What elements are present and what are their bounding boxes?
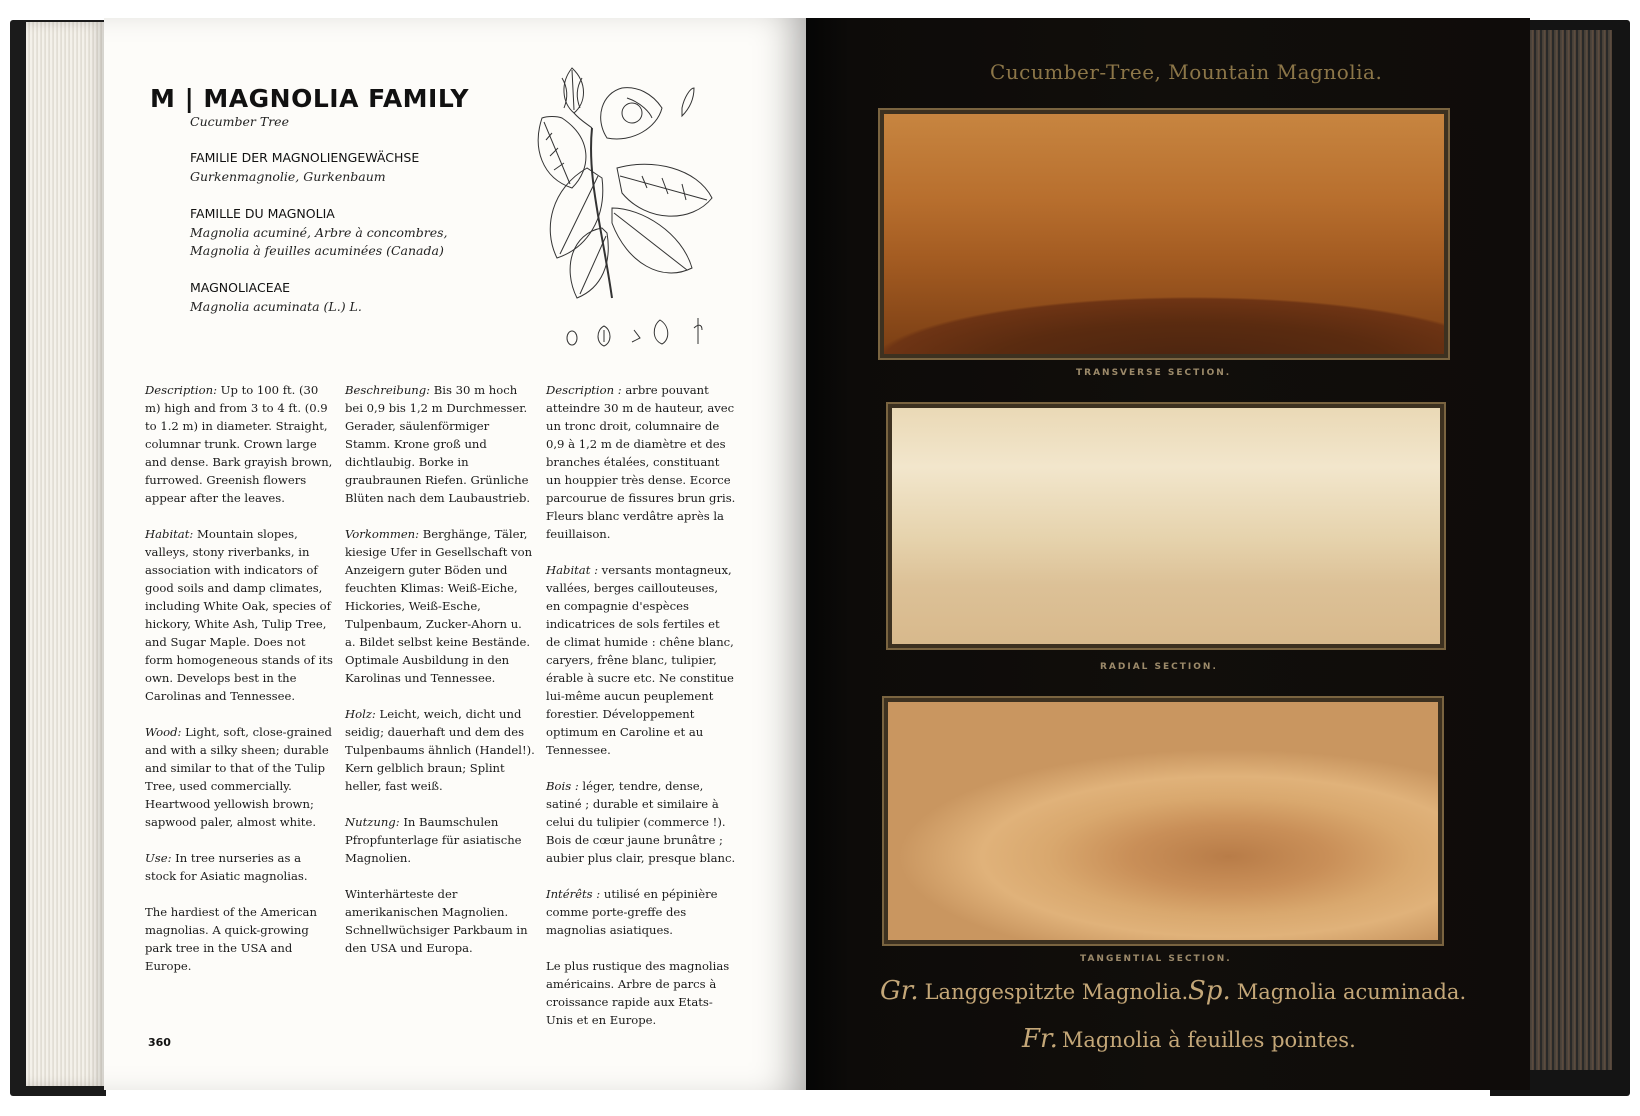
french-paragraph: [546, 381, 736, 543]
paragraph-text: léger, tendre, dense, satiné ; durable et similaire à celui du tulipier (commerce !). Bois de cœur jaune brunâtre ; aubier plus clair, presque blanc.: [546, 779, 736, 865]
paragraph-text: The hardiest of the American magnolias. A quick-growing park tree in the USA and Europe.: [145, 905, 317, 973]
french-common-name-1: Magnolia acuminé, Arbre à concombres,: [190, 225, 448, 240]
german-prefix: Gr.: [880, 976, 919, 1006]
german-paragraph: [345, 705, 535, 795]
radial-section-label: RADIAL SECTION.: [1100, 662, 1218, 672]
transverse-section-label: TRANSVERSE SECTION.: [1076, 368, 1232, 378]
paragraph-label: Bois :: [546, 779, 579, 793]
paragraph-label: Use:: [145, 851, 172, 865]
english-paragraph: [145, 903, 335, 975]
magnolia-botanical-illustration: [532, 58, 722, 348]
english-description-column: [145, 381, 335, 993]
paragraph-label: Vorkommen:: [345, 527, 420, 541]
transverse-wood-sample: [880, 110, 1448, 358]
english-paragraph: [145, 723, 335, 831]
french-family-name: FAMILLE DU MAGNOLIA: [190, 206, 335, 221]
french-prefix: Fr.: [1022, 1024, 1058, 1054]
paragraph-text: utilisé en pépinière comme porte-greffe des magnolias asiatiques.: [546, 887, 718, 937]
english-common-name: Cucumber Tree: [190, 114, 289, 129]
paragraph-text: In tree nurseries as a stock for Asiatic magnolias.: [145, 851, 308, 883]
german-name: Langgespitzte Magnolia.: [924, 980, 1189, 1004]
tangential-wood-sample: [884, 698, 1442, 944]
french-description-column: [546, 381, 736, 1047]
english-paragraph: [145, 525, 335, 705]
spanish-name: Magnolia acuminada.: [1236, 980, 1467, 1004]
paragraph-text: Leicht, weich, dicht und seidig; dauerhaft und dem des Tulpenbaums ähnlich (Handel!). Kern gelblich braun; Splint heller, fast weiß.: [345, 707, 535, 793]
german-paragraph: [345, 381, 535, 507]
latin-species-name: Magnolia acuminata (L.) L.: [190, 299, 362, 314]
paragraph-text: versants montagneux, vallées, berges caillouteuses, en compagnie d'espèces indicatrices de sols fertiles et de climat humide : chêne blanc, caryers, frêne blanc, tulipier, érable à sucre etc. Ne constitue lui-même aucun peuplement forestier. Développement optimum en Caroline et au Tennessee.: [546, 563, 734, 757]
tangential-section-label: TANGENTIAL SECTION.: [1080, 954, 1232, 964]
english-paragraph: [145, 381, 335, 507]
french-common-name-plate: [1022, 1024, 1356, 1054]
french-paragraph: [546, 561, 736, 759]
paragraph-label: Holz:: [345, 707, 376, 721]
paragraph-text: Berghänge, Täler, kiesige Ufer in Gesellschaft von Anzeigern guter Böden und feuchten Klimas: Weiß-Eiche, Hickories, Weiß-Esche, Tulpenbaum, Zucker-Ahorn u. a. Bildet selbst keine Bestände. Optimale Ausbildung in den Karolinas und Tennessee.: [345, 527, 533, 685]
german-paragraph: [345, 885, 535, 957]
latin-family-name: MAGNOLIACEAE: [190, 280, 291, 295]
paragraph-label: Intérêts :: [546, 887, 601, 901]
spanish-prefix: Sp.: [1188, 976, 1231, 1006]
german-paragraph: [345, 525, 535, 687]
french-common-name-2: Magnolia à feuilles acuminées (Canada): [190, 243, 444, 258]
german-paragraph: [345, 813, 535, 867]
paragraph-label: Habitat :: [546, 563, 598, 577]
french-name: Magnolia à feuilles pointes.: [1061, 1028, 1356, 1052]
paragraph-text: Winterhärteste der amerikanischen Magnolien. Schnellwüchsiger Parkbaum in den USA und Europa.: [345, 887, 528, 955]
left-page-stack: [26, 22, 106, 1086]
paragraph-label: Habitat:: [145, 527, 194, 541]
paragraph-text: Le plus rustique des magnolias américains. Arbre de parcs à croissance rapide aux Etats-Unis et en Europe.: [546, 959, 730, 1027]
paragraph-label: Nutzung:: [345, 815, 400, 829]
german-family-name: FAMILIE DER MAGNOLIENGEWÄCHSE: [190, 150, 420, 165]
french-paragraph: [546, 885, 736, 939]
plate-title: Cucumber-Tree, Mountain Magnolia.: [990, 60, 1383, 84]
page-number: 360: [148, 1036, 171, 1049]
paragraph-label: Description :: [546, 383, 622, 397]
paragraph-text: Light, soft, close-grained and with a silky sheen; durable and similar to that of the Tulip Tree, used commercially. Heartwood yellowish brown; sapwood paler, almost white.: [145, 725, 332, 829]
radial-wood-sample: [888, 404, 1444, 648]
paragraph-text: arbre pouvant atteindre 30 m de hauteur, avec un tronc droit, columnaire de 0,9 à 1,2 m de diamètre et des branches étalées, constituant un houppier très dense. Ecorce parcourue de fissures brun gris. Fleurs blanc verdâtre après la feuillaison.: [546, 383, 736, 541]
german-description-column: [345, 381, 535, 975]
paragraph-label: Wood:: [145, 725, 182, 739]
family-heading: M | MAGNOLIA FAMILY: [150, 84, 469, 113]
paragraph-text: Up to 100 ft. (30 m) high and from 3 to 4 ft. (0.9 to 1.2 m) in diameter. Straight, columnar trunk. Crown large and dense. Bark grayish brown, furrowed. Greenish flowers appear after the leaves.: [145, 383, 333, 505]
paragraph-text: In Baumschulen Pfropfunterlage für asiatische Magnolien.: [345, 815, 522, 865]
paragraph-text: Bis 30 m hoch bei 0,9 bis 1,2 m Durchmesser. Gerader, säulenförmiger Stamm. Krone groß und dichtlaubig. Borke in graubraunen Riefen. Grünliche Blüten nach dem Laubaustrieb.: [345, 383, 531, 505]
german-common-name-plate: [880, 976, 1188, 1006]
french-paragraph: [546, 777, 736, 867]
paragraph-text: Mountain slopes, valleys, stony riverbanks, in association with indicators of good soils and damp climates, including White Oak, species of hickory, White Ash, Tulip Tree, and Sugar Maple. Does not form homogeneous stands of its own. Develops best in the Carolinas and Tennessee.: [145, 527, 333, 703]
english-paragraph: [145, 849, 335, 885]
french-paragraph: [546, 957, 736, 1029]
paragraph-label: Beschreibung:: [345, 383, 431, 397]
right-page-stack: [1528, 30, 1612, 1070]
german-common-name: Gurkenmagnolie, Gurkenbaum: [190, 169, 386, 184]
paragraph-label: Description:: [145, 383, 217, 397]
spanish-common-name-plate: [1188, 976, 1466, 1006]
